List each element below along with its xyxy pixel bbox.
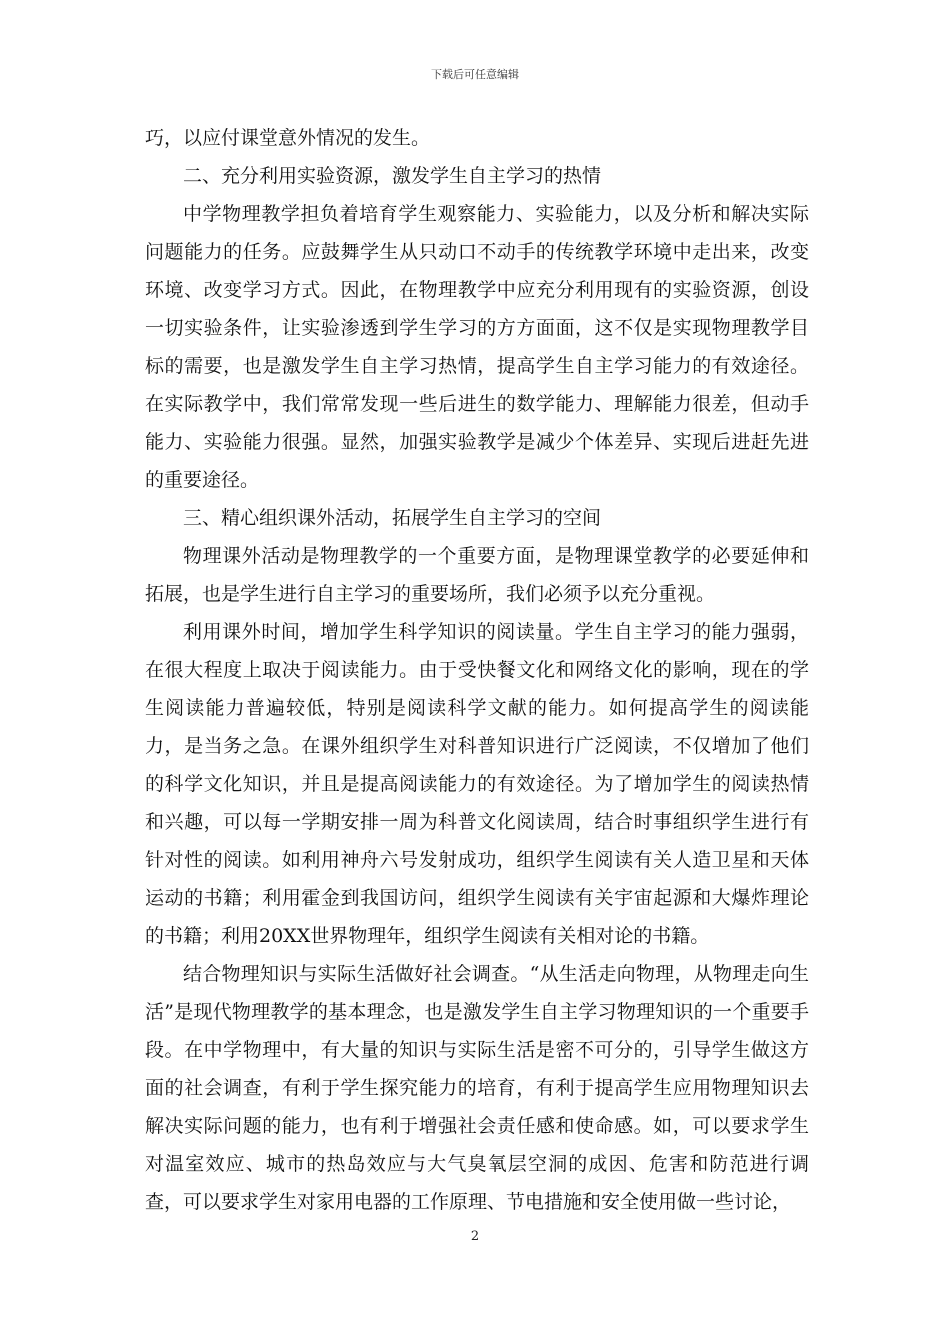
section-heading-3: 三、精心组织课外活动，拓展学生自主学习的空间 [183,507,602,529]
paragraph-6: 利用课外时间，增加学生科学知识的阅读量。学生自主学习的能力强弱，在很大程度上取决于阅读能力。由于受快餐文化和网络文化的影响，现在的学生阅读能力普遍较低，特别是阅读科学文献的能力。如何提高学生的阅读能力，是当务之急。在课外组织学生对科普知识进行广泛阅读，不仅增加了他们的科学文化知识，并且是提高阅读能力的有效途径。为了增加学生的阅读热情和兴趣，可以每一学期安排一周为科普文化阅读周，结合时事组织学生进行有针对性的阅读。如利用神舟六号发射成功，组织学生阅读有关人造卫星和天体运动的书籍；利用霍金到我国访问，组织学生阅读有关宇宙起源和大爆炸理论的书籍；利用20XX世界物理年，组织学生阅读有关相对论的书籍。 [145,621,809,947]
body-text [145,119,809,1221]
section-heading-2: 二、充分利用实验资源，激发学生自主学习的热情 [183,165,602,187]
page-header: 下载后可任意编辑 [431,68,519,81]
paragraph-5: 物理课外活动是物理教学的一个重要方面，是物理课堂教学的必要延伸和拓展，也是学生进行自主学习的重要场所，我们必须予以充分重视。 [145,545,809,605]
paragraph-1: 巧，以应付课堂意外情况的发生。 [145,127,431,149]
paragraph-3: 中学物理教学担负着培育学生观察能力、实验能力，以及分析和解决实际问题能力的任务。应鼓舞学生从只动口不动手的传统教学环境中走出来，改变环境、改变学习方式。因此，在物理教学中应充分利用现有的实验资源，创设一切实验条件，让实验渗透到学生学习的方方面面，这不仅是实现物理教学目标的需要，也是激发学生自主学习热情，提高学生自主学习能力的有效途径。在实际教学中，我们常常发现一些后进生的数学能力、理解能力很差，但动手能力、实验能力很强。显然，加强实验教学是减少个体差异、实现后进赶先进的重要途径。 [145,203,809,491]
paragraph-7: 结合物理知识与实际生活做好社会调查。“从生活走向物理，从物理走向生活”是现代物理教学的基本理念，也是激发学生自主学习物理知识的一个重要手段。在中学物理中，有大量的知识与实际生活是密不可分的，引导学生做这方面的社会调查，有利于学生探究能力的培育，有利于提高学生应用物理知识去解决实际问题的能力，也有利于增强社会责任感和使命感。如，可以要求学生对温室效应、城市的热岛效应与大气臭氧层空洞的成因、危害和防范进行调查，可以要求学生对家用电器的工作原理、节电措施和安全使用做一些讨论， [145,963,809,1213]
page-number: 2 [470,1229,480,1244]
